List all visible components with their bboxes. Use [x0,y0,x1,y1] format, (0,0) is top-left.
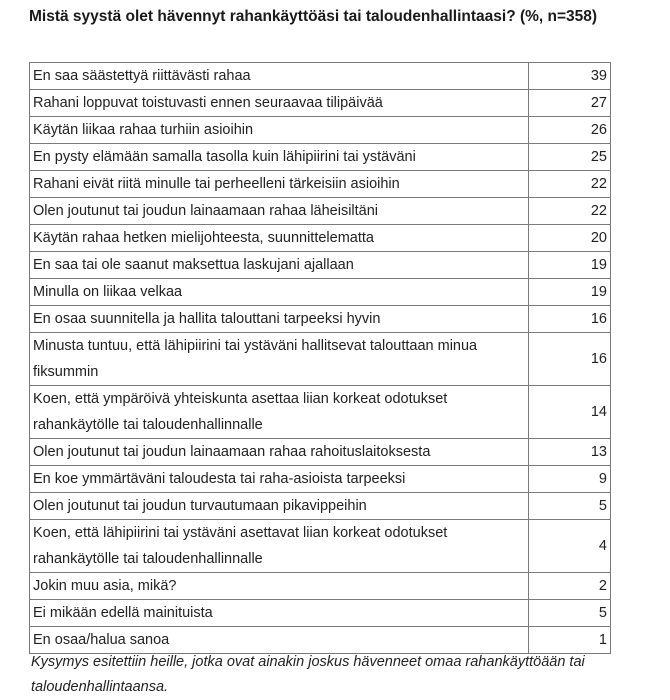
table-row [30,279,611,306]
row-value: 27 [528,90,610,117]
row-label: Koen, että lähipiirini tai ystäväni asettavat liian korkeat odotukset rahankäytölle tai taloudenhallinnalle [30,520,529,573]
row-label: Ei mikään edellä mainituista [30,600,529,627]
table-row [30,466,611,493]
table-row [30,252,611,279]
row-value: 19 [528,279,610,306]
row-label: Rahani eivät riitä minulle tai perheelleni tärkeisiin asioihin [30,171,529,198]
row-label: Minulla on liikaa velkaa [30,279,529,306]
table-row [30,63,611,90]
table-row [30,171,611,198]
row-value: 4 [528,520,610,573]
row-label: En koe ymmärtäväni taloudesta tai raha-asioista tarpeeksi [30,466,529,493]
row-value: 9 [528,466,610,493]
table-row [30,225,611,252]
row-value: 5 [528,600,610,627]
row-label: En pysty elämään samalla tasolla kuin lähipiirini tai ystäväni [30,144,529,171]
row-label: En saa tai ole saanut maksettua laskujani ajallaan [30,252,529,279]
table-row [30,520,611,573]
row-value: 20 [528,225,610,252]
row-value: 1 [528,627,610,654]
table-row [30,198,611,225]
row-label: Olen joutunut tai joudun turvautumaan pikavippeihin [30,493,529,520]
table-row [30,493,611,520]
row-value: 26 [528,117,610,144]
table-row [30,333,611,386]
row-value: 5 [528,493,610,520]
table-title: Mistä syystä olet hävennyt rahankäyttöäsi tai taloudenhallintaasi? (%, n=358) [29,8,598,25]
row-value: 2 [528,573,610,600]
row-value: 39 [528,63,610,90]
table-row [30,386,611,439]
row-label: Minusta tuntuu, että lähipiirini tai ystäväni hallitsevat talouttaan minua fiksummin [30,333,529,386]
results-table [29,62,611,654]
row-label: Käytän rahaa hetken mielijohteesta, suunnittelematta [30,225,529,252]
table-row [30,117,611,144]
row-label: Olen joutunut tai joudun lainaamaan rahaa rahoituslaitoksesta [30,439,529,466]
row-value: 22 [528,171,610,198]
table-row [30,573,611,600]
row-label: Käytän liikaa rahaa turhiin asioihin [30,117,529,144]
row-label: Jokin muu asia, mikä? [30,573,529,600]
row-value: 13 [528,439,610,466]
row-value: 25 [528,144,610,171]
row-label: En osaa suunnitella ja hallita talouttani tarpeeksi hyvin [30,306,529,333]
row-value: 14 [528,386,610,439]
footnote: Kysymys esitettiin heille, jotka ovat ainakin joskus hävenneet omaa rahankäyttöään tai taloudenhallintaansa. [31,654,585,695]
row-label: En osaa/halua sanoa [30,627,529,654]
row-label: Olen joutunut tai joudun lainaamaan rahaa läheisiltäni [30,198,529,225]
table-row [30,144,611,171]
table-row [30,90,611,117]
row-value: 16 [528,333,610,386]
row-label: En saa säästettyä riittävästi rahaa [30,63,529,90]
row-value: 16 [528,306,610,333]
table-row [30,600,611,627]
table-row [30,439,611,466]
row-label: Rahani loppuvat toistuvasti ennen seuraavaa tilipäivää [30,90,529,117]
table-row [30,306,611,333]
row-value: 19 [528,252,610,279]
row-label: Koen, että ympäröivä yhteiskunta asettaa liian korkeat odotukset rahankäytölle tai taloudenhallinnalle [30,386,529,439]
row-value: 22 [528,198,610,225]
